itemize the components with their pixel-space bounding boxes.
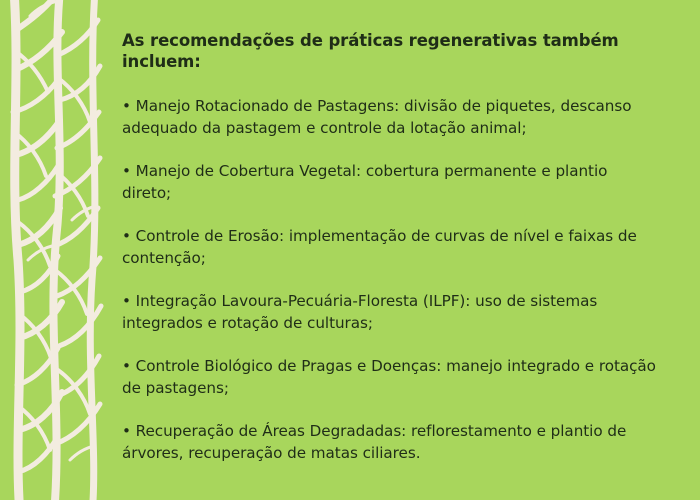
decorative-leaf-panel [0, 0, 104, 500]
list-item: • Manejo de Cobertura Vegetal: cobertura permanente e plantio direto; [122, 161, 608, 202]
list-item: • Manejo Rotacionado de Pastagens: divisão de piquetes, descanso adequado da pastagem e controle da lotação animal; [122, 96, 632, 137]
leaf-pattern-icon [0, 0, 104, 500]
list-item: • Integração Lavoura-Pecuária-Floresta (ILPF): uso de sistemas integrados e rotação de culturas; [122, 292, 598, 333]
page-title: As recomendações de práticas regenerativas também incluem: [122, 31, 619, 72]
list-item: • Controle de Erosão: implementação de curvas de nível e faixas de contenção; [122, 227, 637, 268]
list-item: • Recuperação de Áreas Degradadas: reflorestamento e plantio de árvores, recuperação de matas ciliares. [122, 422, 627, 463]
text-content-area [104, 0, 700, 500]
list-item: • Controle Biológico de Pragas e Doenças: manejo integrado e rotação de pastagens; [122, 357, 656, 398]
